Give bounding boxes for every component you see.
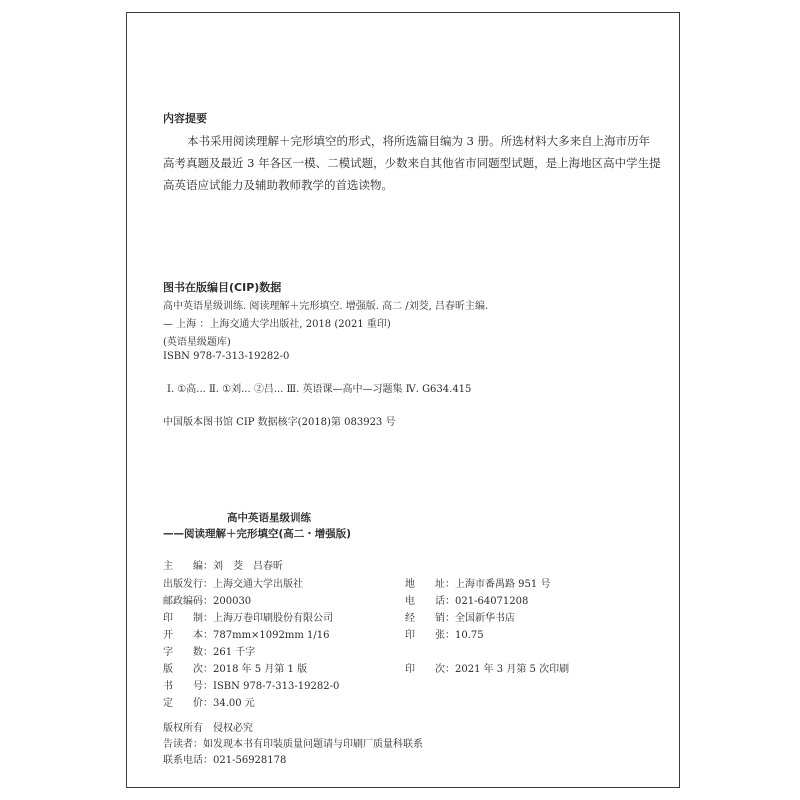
cip-line-3: (英语星级题库) (163, 337, 231, 348)
detail-distributor (405, 609, 515, 624)
detail-value: 2021 年 3 月第 5 次印刷 (455, 664, 570, 675)
detail-value: 10.75 (455, 630, 484, 641)
summary-line-2: 高考真题及最近 3 年各区一模、二模试题，少数来自其他省市同题型试题，是上海地区高中学生提 (163, 156, 661, 170)
cip-line-1: 高中英语星级训练. 阅读理解＋完形填空. 增强版. 高二 /刘茭, 吕春昕主编. (163, 301, 489, 312)
detail-label: 书 号： (163, 681, 213, 692)
summary-title: 内容提要 (163, 112, 207, 125)
detail-value: 上海交通大学出版社 (213, 579, 303, 590)
detail-printing (405, 660, 569, 675)
detail-isbn (163, 677, 339, 692)
cip-line-2: — 上海 ：上海交通大学出版社, 2018 (2021 重印) (163, 319, 391, 330)
detail-value: 34.00 元 (213, 698, 255, 709)
detail-label: 定 价： (163, 698, 213, 709)
detail-value: 021-64071208 (455, 596, 529, 607)
detail-value: 787mm×1092mm 1/16 (213, 630, 330, 641)
detail-value: 200030 (213, 596, 252, 607)
detail-sheets (405, 626, 484, 641)
contact-phone: 联系电话：021-56928178 (163, 755, 287, 766)
detail-label: 印 次： (405, 664, 455, 675)
detail-value: ISBN 978-7-313-19282-0 (213, 681, 340, 692)
detail-value: 全国新华书店 (455, 613, 515, 624)
detail-address (405, 575, 550, 590)
copyright-page (126, 12, 680, 788)
detail-label: 版 次： (163, 664, 213, 675)
detail-label: 字 数： (163, 647, 213, 658)
detail-value: 上海万卷印刷股份有限公司 (213, 613, 333, 624)
detail-value: 2018 年 5 月第 1 版 (213, 664, 308, 675)
cip-classification: Ⅰ. ①高... Ⅱ. ①刘... ②吕... Ⅲ. 英语课—高中—习题集 Ⅳ. G634.415 (167, 384, 472, 395)
detail-label: 印 张： (405, 630, 455, 641)
detail-label: 开 本： (163, 630, 213, 641)
detail-format (163, 626, 329, 641)
cip-title: 图书在版编目(CIP)数据 (163, 281, 282, 294)
detail-label: 主 编： (163, 561, 213, 572)
detail-value: 261 千字 (213, 647, 256, 658)
detail-value: 上海市番禺路 951 号 (455, 579, 551, 590)
detail-word-count (163, 643, 255, 658)
book-subtitle: ——阅读理解＋完形填空(高二・增强版) (163, 528, 352, 540)
detail-price (163, 694, 255, 709)
reader-notice: 告读者：如发现本书有印装质量问题请与印刷厂质量科联系 (163, 739, 423, 750)
detail-printer (163, 609, 333, 624)
detail-label: 电 话： (405, 596, 455, 607)
cip-isbn: ISBN 978-7-313-19282-0 (163, 351, 290, 362)
detail-label: 出版发行： (163, 579, 213, 590)
detail-label: 经 销： (405, 613, 455, 624)
detail-editor (163, 557, 283, 572)
detail-label: 地 址： (405, 579, 455, 590)
summary-line-1: 本书采用阅读理解＋完形填空的形式，将所选篇目编为 3 册。所选材料大多来自上海市历年 (187, 134, 651, 148)
detail-publisher (163, 575, 303, 590)
detail-label: 邮政编码： (163, 596, 213, 607)
detail-value: 刘 茭 吕春昕 (213, 561, 283, 572)
summary-line-3: 高英语应试能力及辅助教师教学的首选读物。 (163, 178, 393, 192)
detail-phone (405, 592, 528, 607)
detail-label: 印 制： (163, 613, 213, 624)
rights-notice: 版权所有 侵权必究 (163, 723, 253, 734)
detail-edition (163, 660, 307, 675)
book-title: 高中英语星级训练 (227, 512, 311, 524)
cip-library-record: 中国版本图书馆 CIP 数据核字(2018)第 083923 号 (163, 417, 396, 428)
detail-postcode (163, 592, 251, 607)
